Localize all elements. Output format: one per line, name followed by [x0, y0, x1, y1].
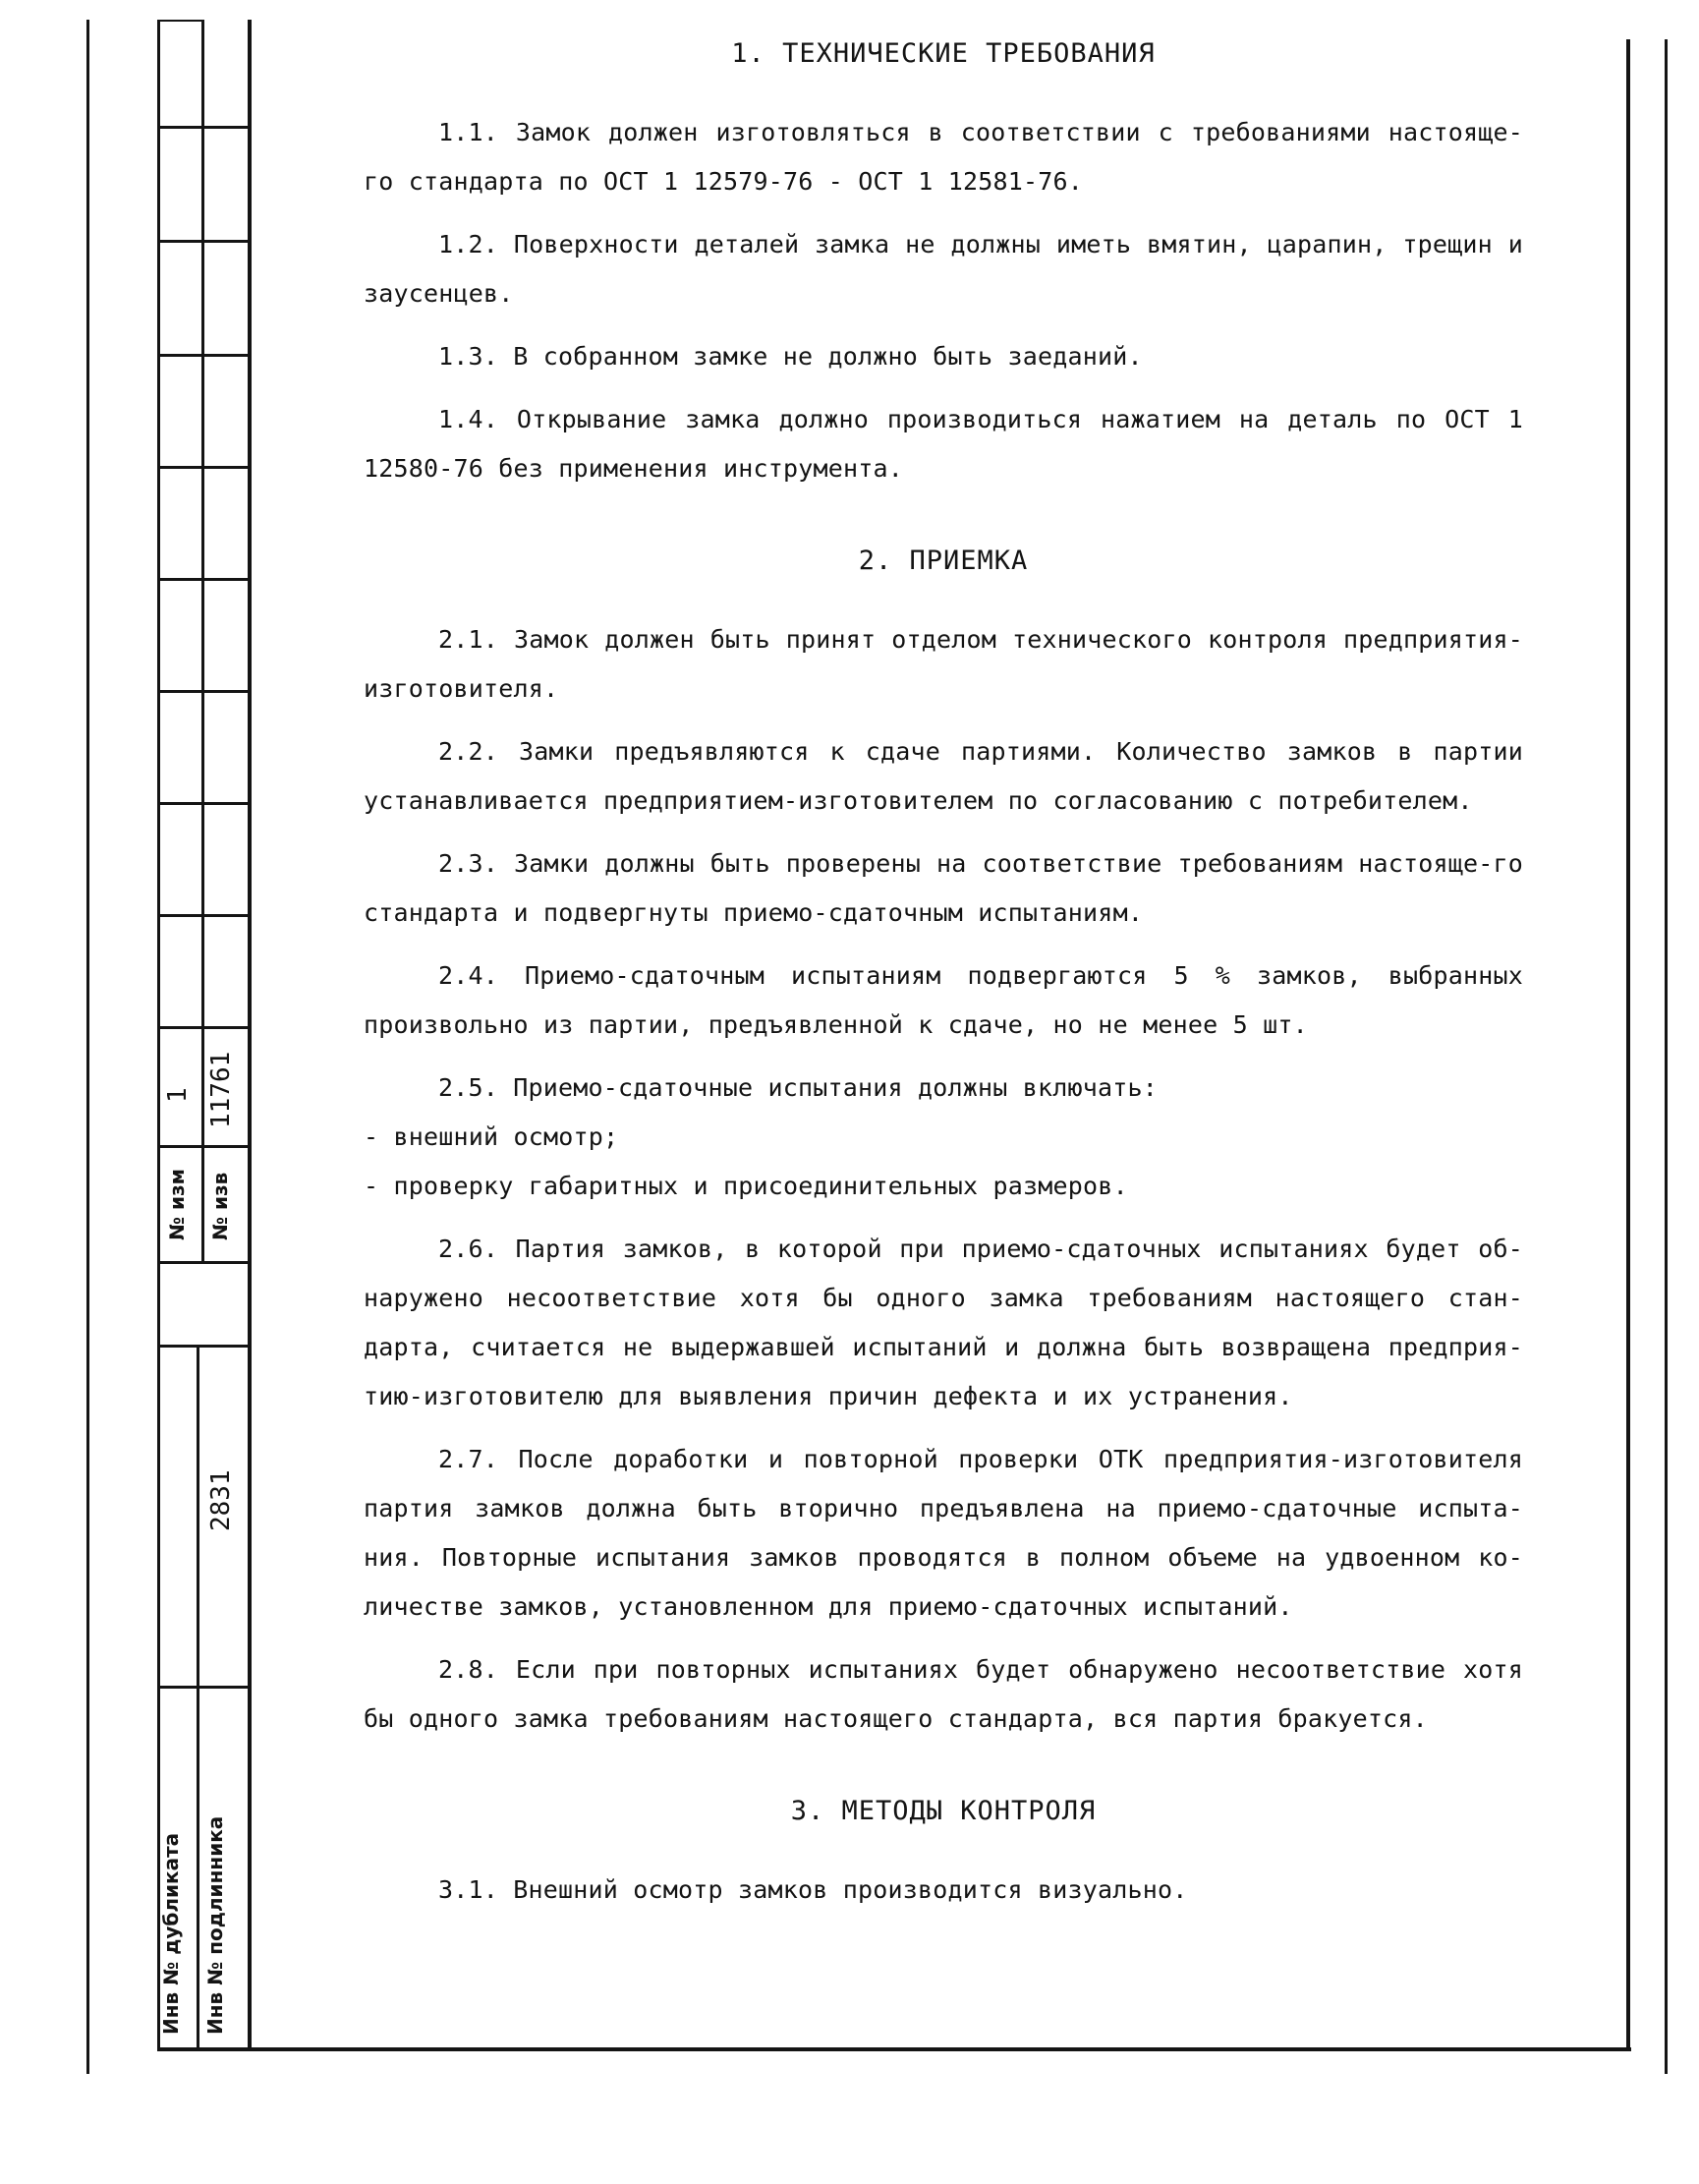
paragraph: 2.7. После доработки и повторной проверки ОТК предприятия-изготовителя партия замков должна быть вторично предъявлена на приемо-сдаточные испыта-ния. Повторные испытания замков проводятся в полном объеме на удвоенном ко-личестве замков, установленном для приемо-сдаточных испытаний.: [364, 1445, 1523, 1621]
margin-label-podl: Инв № подлинника: [203, 1815, 227, 2035]
table-cell-line: [157, 914, 250, 917]
paragraph: 1.3. В собранном замке не должно быть заеданий.: [438, 342, 1143, 371]
paragraph: 2.6. Партия замков, в которой при приемо-сдаточных испытаниях будет об-наружено несоответствие хотя бы одного замка требованиям настоящего стан-дарта, считается не выдержавшей испытаний и должна быть возвращена предприя-тию-изготовителю для выявления причин дефекта и их устранения.: [364, 1235, 1523, 1410]
section-heading: 1. ТЕХНИЧЕСКИЕ ТРЕБОВАНИЯ: [731, 38, 1156, 69]
table-cell-line: [157, 802, 250, 805]
table-cell-line: [157, 1145, 250, 1148]
frame-table-mid: [201, 20, 204, 1263]
frame-right-outer: [1665, 39, 1668, 2074]
margin-label-izv: № изв: [208, 1172, 232, 1240]
table-cell-line: [157, 578, 250, 581]
paragraph: 2.4. Приемо-сдаточным испытаниям подвергаются 5 % замков, выбранных произвольно из партии, предъявленной к сдаче, но не менее 5 шт.: [364, 961, 1523, 1039]
section-heading: 2. ПРИЕМКА: [858, 546, 1029, 576]
table-cell-line: [157, 1345, 250, 1348]
table-cell-line: [157, 466, 250, 469]
margin-value-izv: 11761: [206, 1051, 236, 1128]
frame-table-outer: [157, 20, 160, 2049]
table-cell-line: [157, 354, 250, 357]
paragraph: 3.1. Внешний осмотр замков производится визуально.: [438, 1875, 1188, 1904]
margin-value-izm: 1: [163, 1087, 193, 1103]
margin-label-dubl: Инв № дубликата: [159, 1832, 183, 2035]
paragraph: 2.5. Приемо-сдаточные испытания должны включать:: [438, 1073, 1159, 1102]
table-cell-line: [157, 1026, 250, 1029]
margin-value-podl: 2831: [206, 1469, 236, 1531]
paragraph: 2.2. Замки предъявляются к сдаче партиями. Количество замков в партии устанавливается предприятием-изготовителем по согласованию с потребителем.: [364, 737, 1523, 815]
frame-table-inner: [248, 20, 252, 2049]
paragraph: 2.3. Замки должны быть проверены на соответствие требованиям настояще-го стандарта и подвергнуты приемо-сдаточным испытаниям.: [364, 849, 1523, 927]
paragraph: 1.4. Открывание замка должно производиться нажатием на деталь по ОСТ 1 12580-76 без применения инструмента.: [364, 405, 1523, 483]
table-cell-line: [157, 240, 250, 243]
margin-label-izm: № изм: [165, 1168, 189, 1240]
table-cell-line: [157, 1686, 250, 1689]
frame-table-mid2: [197, 1347, 199, 2049]
list-item: - внешний осмотр;: [364, 1122, 619, 1151]
list-item: - проверку габаритных и присоединительных размеров.: [364, 1172, 1128, 1200]
frame-right: [1626, 39, 1630, 2049]
section-heading: 3. МЕТОДЫ КОНТРОЛЯ: [790, 1796, 1097, 1826]
frame-top-tick: [157, 20, 201, 22]
frame-left-edge: [86, 20, 89, 2074]
table-cell-line: [157, 1261, 250, 1264]
paragraph: 2.1. Замок должен быть принят отделом технического контроля предприятия-изготовителя.: [364, 625, 1523, 703]
paragraph: 1.2. Поверхности деталей замка не должны иметь вмятин, царапин, трещин и заусенцев.: [364, 230, 1523, 308]
table-cell-line: [157, 126, 250, 129]
paragraph: 2.8. Если при повторных испытаниях будет обнаружено несоответствие хотя бы одного замка требованиям настоящего стандарта, вся партия бракуется.: [364, 1655, 1523, 1733]
paragraph: 1.1. Замок должен изготовляться в соответствии с требованиями настояще-го стандарта по ОСТ 1 12579-76 - ОСТ 1 12581-76.: [364, 118, 1523, 196]
frame-bottom: [157, 2047, 1631, 2051]
table-cell-line: [157, 690, 250, 693]
document-body: [364, 29, 1523, 1928]
